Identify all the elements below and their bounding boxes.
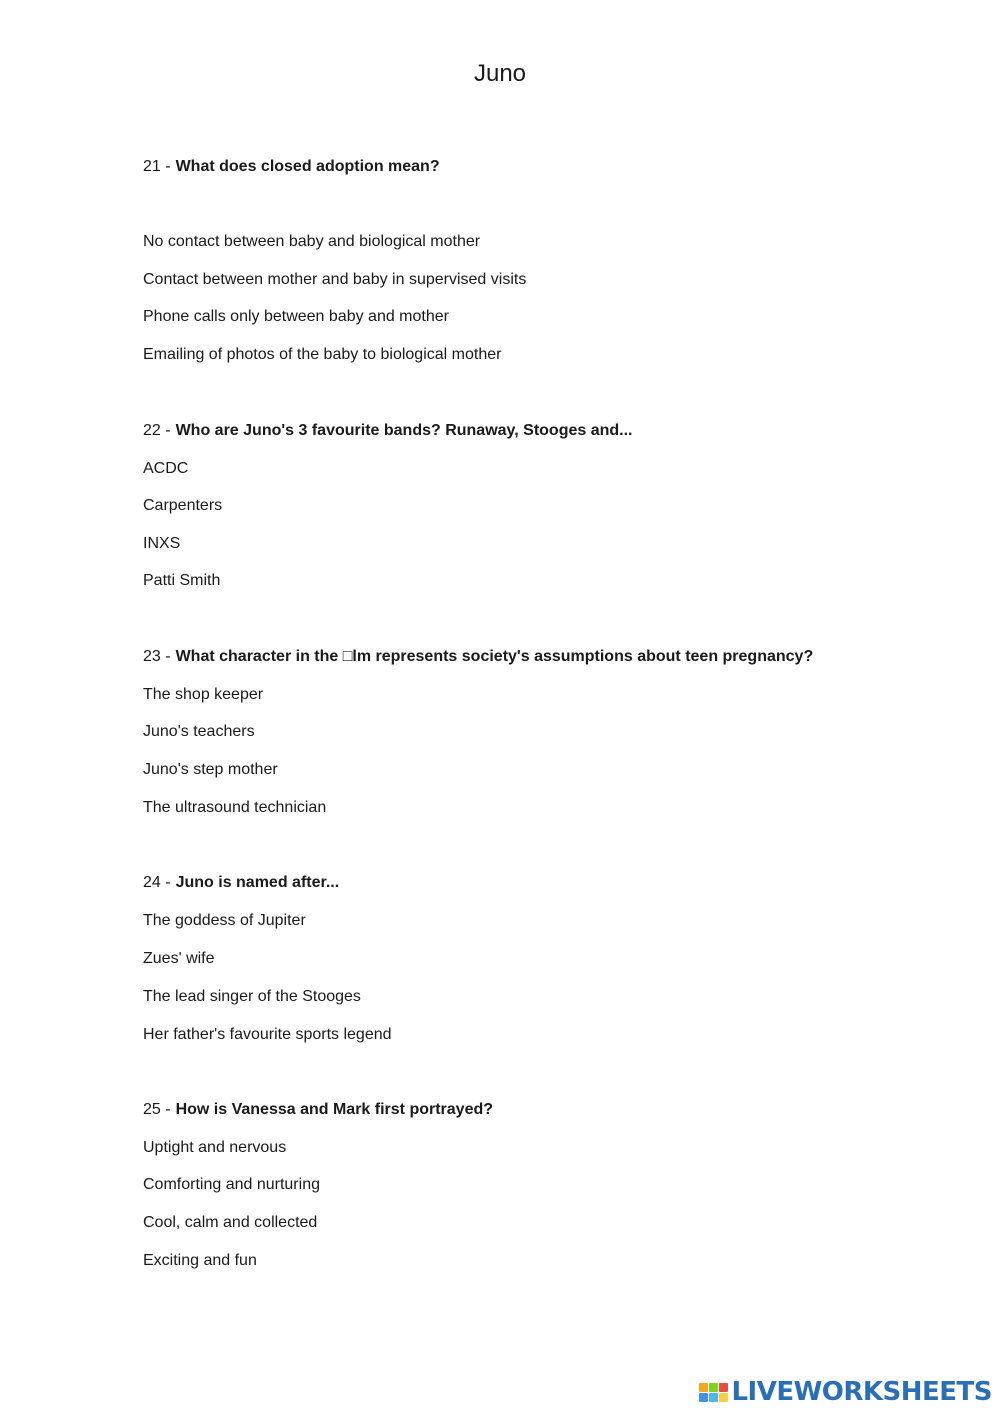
question-23	[143, 648, 813, 666]
answer-option[interactable]: Juno's teachers	[143, 723, 255, 740]
answer-option[interactable]: INXS	[143, 535, 181, 552]
answer-option[interactable]: Patti Smith	[143, 572, 221, 589]
question-number: 23 -	[143, 648, 171, 665]
question-text: How is Vanessa and Mark first portrayed?	[175, 1101, 494, 1118]
answer-option[interactable]: Uptight and nervous	[143, 1139, 287, 1156]
question-text: What does closed adoption mean?	[175, 158, 440, 175]
page-title: Juno	[473, 60, 527, 87]
liveworksheets-logo-icon	[699, 1383, 728, 1402]
question-text: Who are Juno's 3 favourite bands? Runaway, Stooges and...	[175, 422, 633, 439]
answer-option[interactable]: Phone calls only between baby and mother	[143, 308, 449, 325]
logo-square	[709, 1393, 718, 1402]
answer-option[interactable]: The shop keeper	[143, 686, 264, 703]
answer-option[interactable]: Cool, calm and collected	[143, 1214, 318, 1231]
answer-option[interactable]: Comforting and nurturing	[143, 1176, 320, 1193]
answer-option[interactable]: The lead singer of the Stooges	[143, 988, 361, 1005]
question-text: Juno is named after...	[175, 874, 340, 891]
logo-square	[699, 1383, 708, 1392]
logo-square	[709, 1383, 718, 1392]
answer-option[interactable]: The ultrasound technician	[143, 799, 327, 816]
liveworksheets-logo	[699, 1377, 992, 1407]
question-text: What character in the □lm represents society's assumptions about teen pregnancy?	[175, 648, 814, 665]
answer-option[interactable]: Carpenters	[143, 497, 223, 514]
question-number: 22 -	[143, 422, 171, 439]
answer-option[interactable]: No contact between baby and biological mother	[143, 233, 481, 250]
question-number: 24 -	[143, 874, 171, 891]
answer-option[interactable]: Contact between mother and baby in supervised visits	[143, 271, 527, 288]
answer-option[interactable]: Emailing of photos of the baby to biological mother	[143, 346, 502, 363]
answer-option[interactable]: Her father's favourite sports legend	[143, 1026, 392, 1043]
question-21	[143, 158, 440, 176]
question-22	[143, 422, 633, 440]
logo-square	[719, 1383, 728, 1392]
logo-square	[699, 1393, 708, 1402]
question-24	[143, 874, 339, 892]
logo-square	[719, 1393, 728, 1402]
answer-option[interactable]: Zues' wife	[143, 950, 215, 967]
answer-option[interactable]: Exciting and fun	[143, 1252, 257, 1269]
question-number: 21 -	[143, 158, 171, 175]
answer-option[interactable]: Juno's step mother	[143, 761, 278, 778]
question-25	[143, 1101, 493, 1119]
answer-option[interactable]: The goddess of Jupiter	[143, 912, 306, 929]
answer-option[interactable]: ACDC	[143, 460, 189, 477]
question-number: 25 -	[143, 1101, 171, 1118]
brand-text: LIVEWORKSHEETS	[731, 1377, 992, 1407]
